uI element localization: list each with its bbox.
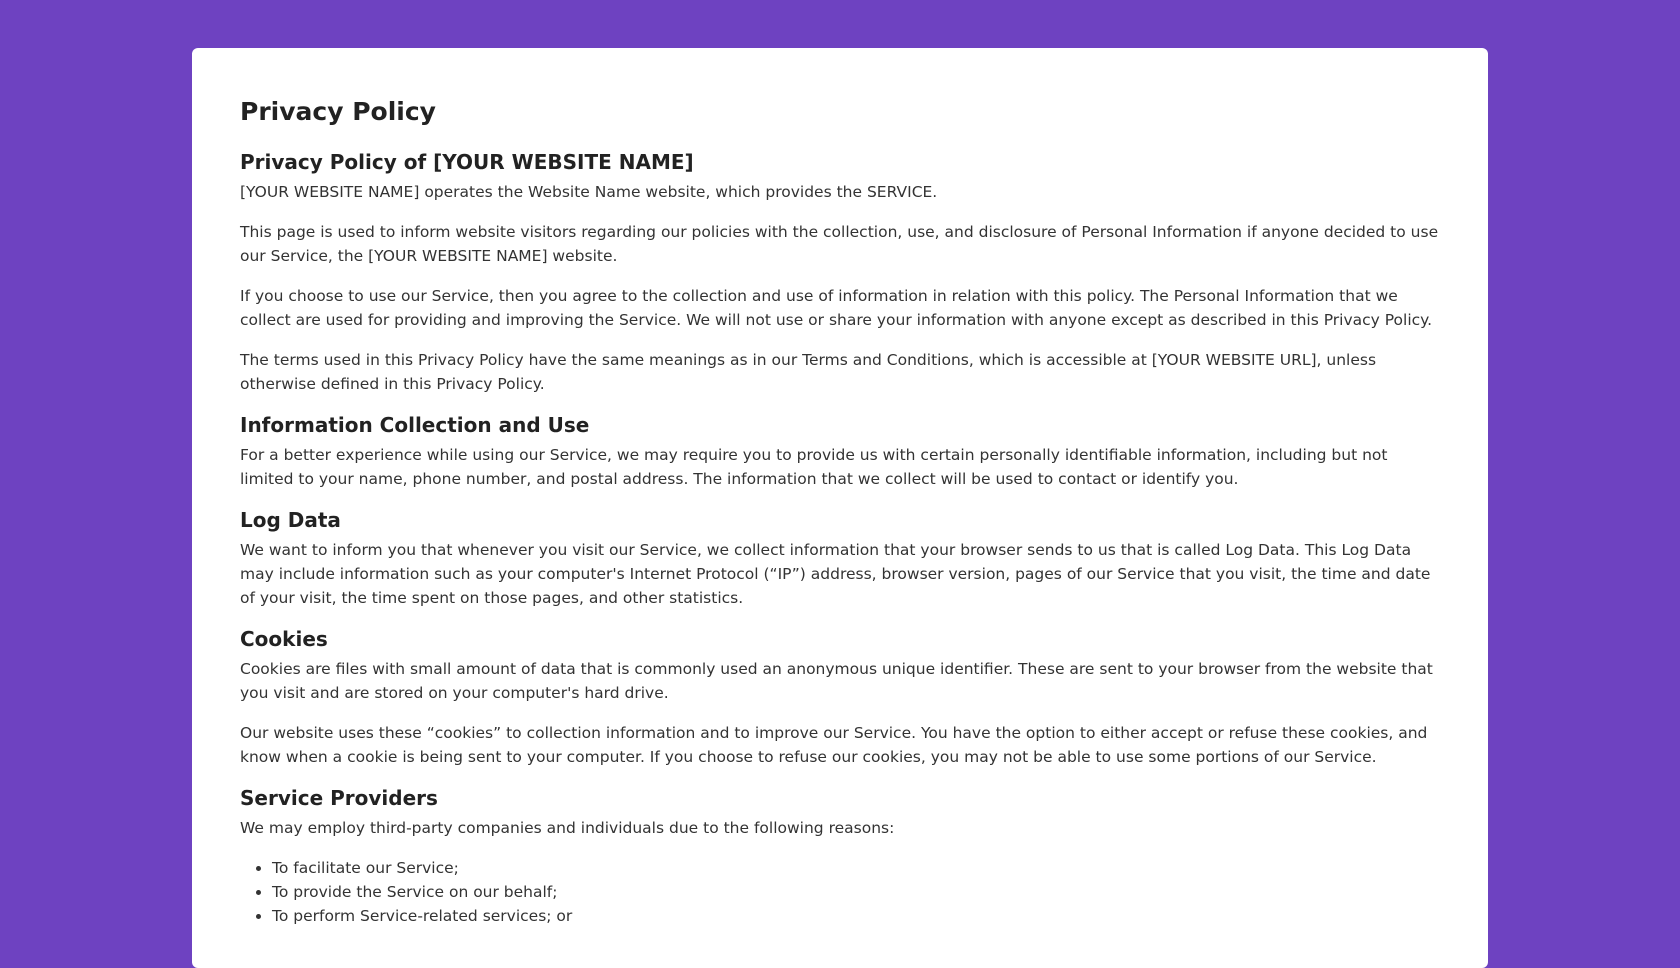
paragraph: [YOUR WEBSITE NAME] operates the Website Name website, which provides the SERVICE. xyxy=(240,183,938,201)
section-heading-service-providers: Service Providers xyxy=(240,786,438,810)
list-item: • To facilitate our Service; xyxy=(272,856,1440,880)
paragraph: Our website uses these “cookies” to collection information and to improve our Service. You have the option to either accept or refuse these cookies, and know when a cookie is being sent to your computer. If you choose to refuse our cookies, you may not be able to use some portions of our Service. xyxy=(240,724,1428,766)
paragraph: The terms used in this Privacy Policy have the same meanings as in our Terms and Conditions, which is accessible at [YOUR WEBSITE URL], unless otherwise defined in this Privacy Policy. xyxy=(240,351,1377,393)
reasons-list xyxy=(240,856,1440,928)
list-item: • To perform Service-related services; or xyxy=(272,904,1440,928)
paragraph: This page is used to inform website visitors regarding our policies with the collection, use, and disclosure of Personal Information if anyone decided to use our Service, the [YOUR WEBSITE NAME] website. xyxy=(240,223,1439,265)
section-heading-privacy-policy-of: Privacy Policy of [YOUR WEBSITE NAME] xyxy=(240,150,694,174)
paragraph: If you choose to use our Service, then you agree to the collection and use of information in relation with this policy. The Personal Information that we collect are used for providing and improving the Service. We will not use or share your information with anyone except as described in this Privacy Policy. xyxy=(240,287,1433,329)
paragraph: Cookies are files with small amount of data that is commonly used an anonymous unique identifier. These are sent to your browser from the website that you visit and are stored on your computer's hard drive. xyxy=(240,660,1433,702)
section-heading-cookies: Cookies xyxy=(240,627,328,651)
page-title: Privacy Policy xyxy=(240,97,436,126)
section-heading-information-collection: Information Collection and Use xyxy=(240,413,590,437)
policy-card xyxy=(192,48,1488,968)
list-item: • To provide the Service on our behalf; xyxy=(272,880,1440,904)
paragraph: We may employ third-party companies and individuals due to the following reasons: xyxy=(240,819,895,837)
paragraph: For a better experience while using our Service, we may require you to provide us with certain personally identifiable information, including but not limited to your name, phone number, and postal address. The information that we collect will be used to contact or identify you. xyxy=(240,446,1388,488)
section-heading-log-data: Log Data xyxy=(240,508,341,532)
paragraph: We want to inform you that whenever you visit our Service, we collect information that your browser sends to us that is called Log Data. This Log Data may include information such as your computer's Internet Protocol (“IP”) address, browser version, pages of our Service that you visit, the time and date of your visit, the time spent on those pages, and other statistics. xyxy=(240,541,1431,607)
